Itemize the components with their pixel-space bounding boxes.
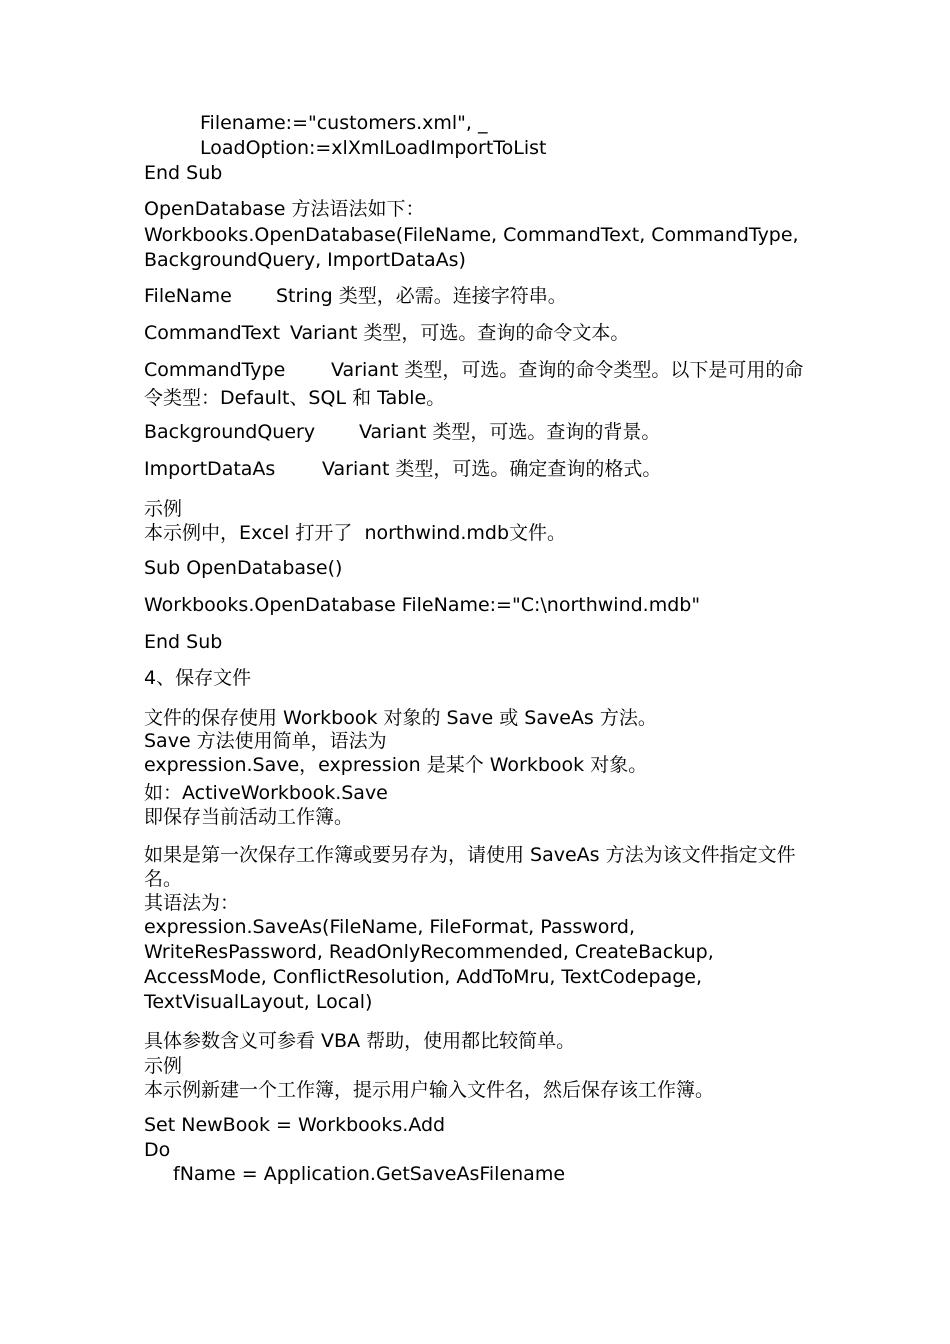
paragraph: 如果是第一次保存工作簿或要另存为，请使用 SaveAs 方法为该文件指定文件 (144, 844, 796, 866)
param-row-filename (144, 284, 567, 309)
param-name: BackgroundQuery (144, 421, 316, 443)
code-line: End Sub (144, 162, 223, 184)
param-desc: Variant 类型，可选。查询的命令文本。 (290, 322, 630, 344)
code-line: End Sub (144, 631, 223, 653)
paragraph: 具体参数含义可参看 VBA 帮助，使用都比较简单。 (144, 1030, 576, 1052)
param-row-commandtype (144, 358, 803, 383)
paragraph: 即保存当前活动工作簿。 (144, 806, 354, 828)
section-heading: 4、保存文件 (144, 667, 252, 689)
param-desc-continued: 令类型：Default、SQL 和 Table。 (144, 387, 446, 409)
paragraph: 其语法为： (144, 892, 240, 914)
code-line: Sub OpenDatabase() (144, 557, 343, 579)
paragraph: 文件的保存使用 Workbook 对象的 Save 或 SaveAs 方法。 (144, 707, 657, 729)
saveas-syntax: expression.SaveAs(FileName, FileFormat, Password, (144, 916, 636, 938)
opendatabase-syntax: BackgroundQuery, ImportDataAs) (144, 249, 466, 271)
example-label: 示例 (144, 1055, 183, 1077)
param-desc: Variant 类型，可选。查询的背景。 (359, 421, 661, 443)
paragraph: Save 方法使用简单，语法为 (144, 730, 387, 752)
saveas-syntax: TextVisualLayout, Local) (144, 991, 373, 1013)
code-line: Do (144, 1139, 171, 1161)
example-description: 本示例中，Excel 打开了 northwind.mdb文件。 (144, 522, 567, 544)
param-desc: Variant 类型，可选。确定查询的格式。 (322, 458, 662, 480)
example-label: 示例 (144, 498, 183, 520)
param-name: CommandText (144, 322, 281, 344)
param-row-commandtext (144, 321, 629, 346)
paragraph: expression.Save，expression 是某个 Workbook 对象。 (144, 754, 648, 776)
code-line: fName = Application.GetSaveAsFilename (173, 1163, 566, 1185)
param-name: CommandType (144, 359, 286, 381)
param-name: ImportDataAs (144, 458, 276, 480)
param-desc: String 类型，必需。连接字符串。 (276, 285, 567, 307)
example-description: 本示例新建一个工作簿，提示用户输入文件名，然后保存该工作簿。 (144, 1079, 715, 1101)
saveas-syntax: AccessMode, ConflictResolution, AddToMru, TextCodepage, (144, 966, 702, 988)
param-name: FileName (144, 285, 232, 307)
paragraph: 如：ActiveWorkbook.Save (144, 782, 388, 804)
param-row-importdataas (144, 457, 661, 482)
saveas-syntax: WriteResPassword, ReadOnlyRecommended, CreateBackup, (144, 941, 714, 963)
paragraph: 名。 (144, 868, 183, 890)
code-line: LoadOption:=xlXmlLoadImportToList (200, 137, 547, 159)
opendatabase-intro: OpenDatabase 方法语法如下： (144, 198, 425, 220)
param-row-backgroundquery (144, 420, 660, 445)
code-line: Filename:="customers.xml", _ (200, 112, 488, 134)
code-line: Workbooks.OpenDatabase FileName:="C:\northwind.mdb" (144, 594, 701, 616)
code-line: Set NewBook = Workbooks.Add (144, 1114, 446, 1136)
opendatabase-syntax: Workbooks.OpenDatabase(FileName, CommandText, CommandType, (144, 224, 799, 246)
param-desc: Variant 类型，可选。查询的命令类型。以下是可用的命 (331, 359, 804, 381)
